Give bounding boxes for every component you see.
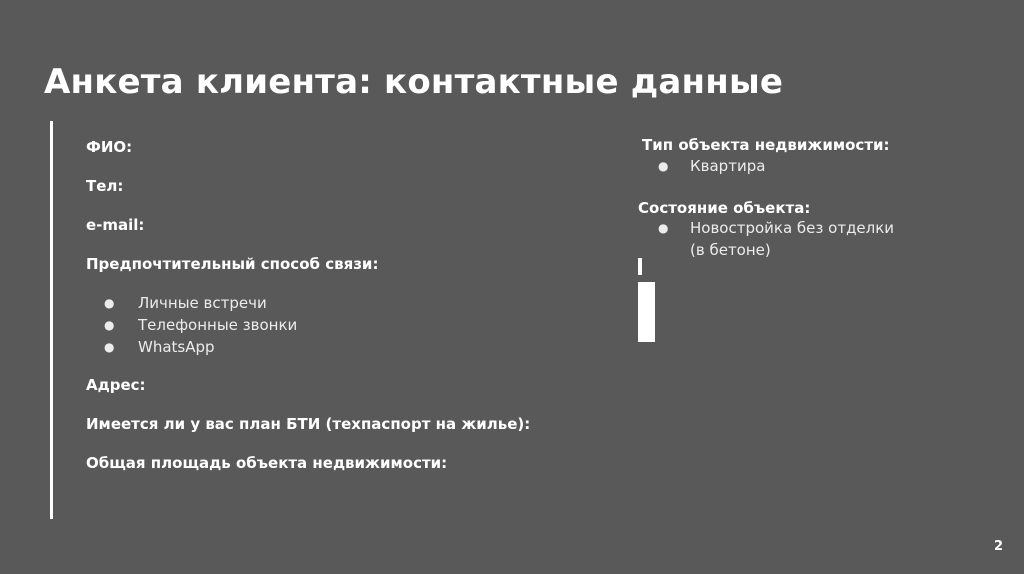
bullet-icon: ● bbox=[658, 159, 669, 173]
area-label: Общая площадь объекта недвижимости: bbox=[86, 454, 448, 472]
contact-method-label: Предпочтительный способ связи: bbox=[86, 255, 379, 273]
list-item-label: WhatsApp bbox=[138, 338, 215, 356]
contact-methods-list bbox=[106, 292, 297, 358]
bullet-icon: ● bbox=[104, 340, 115, 354]
condition-list bbox=[656, 217, 894, 261]
email-label: e-mail: bbox=[86, 216, 145, 234]
bullet-icon: ● bbox=[658, 221, 669, 235]
list-item-label: Личные встречи bbox=[138, 294, 267, 312]
page-number: 2 bbox=[993, 539, 1003, 554]
bti-plan-label: Имеется ли у вас план БТИ (техпаспорт на жилье): bbox=[86, 415, 531, 433]
right-column-marker-large bbox=[638, 282, 655, 342]
address-label: Адрес: bbox=[86, 376, 146, 394]
list-item-label: Квартира bbox=[690, 157, 766, 175]
bullet-icon: ● bbox=[104, 318, 115, 332]
list-item bbox=[656, 217, 894, 261]
right-column-marker-small bbox=[638, 258, 642, 275]
condition-label: Состояние объекта: bbox=[638, 199, 811, 217]
bullet-icon: ● bbox=[104, 296, 115, 310]
left-column-divider bbox=[50, 121, 53, 519]
list-item bbox=[106, 292, 297, 314]
property-type-label: Тип объекта недвижимости: bbox=[642, 136, 890, 154]
fio-label: ФИО: bbox=[86, 138, 133, 156]
list-item bbox=[106, 314, 297, 336]
list-item bbox=[106, 336, 297, 358]
property-type-list bbox=[656, 155, 765, 177]
list-item bbox=[656, 155, 765, 177]
list-item-label: Новостройка без отделки (в бетоне) bbox=[690, 219, 895, 259]
list-item-label: Телефонные звонки bbox=[138, 316, 298, 334]
phone-label: Тел: bbox=[86, 177, 124, 195]
slide-title: Анкета клиента: контактные данные bbox=[44, 62, 784, 102]
